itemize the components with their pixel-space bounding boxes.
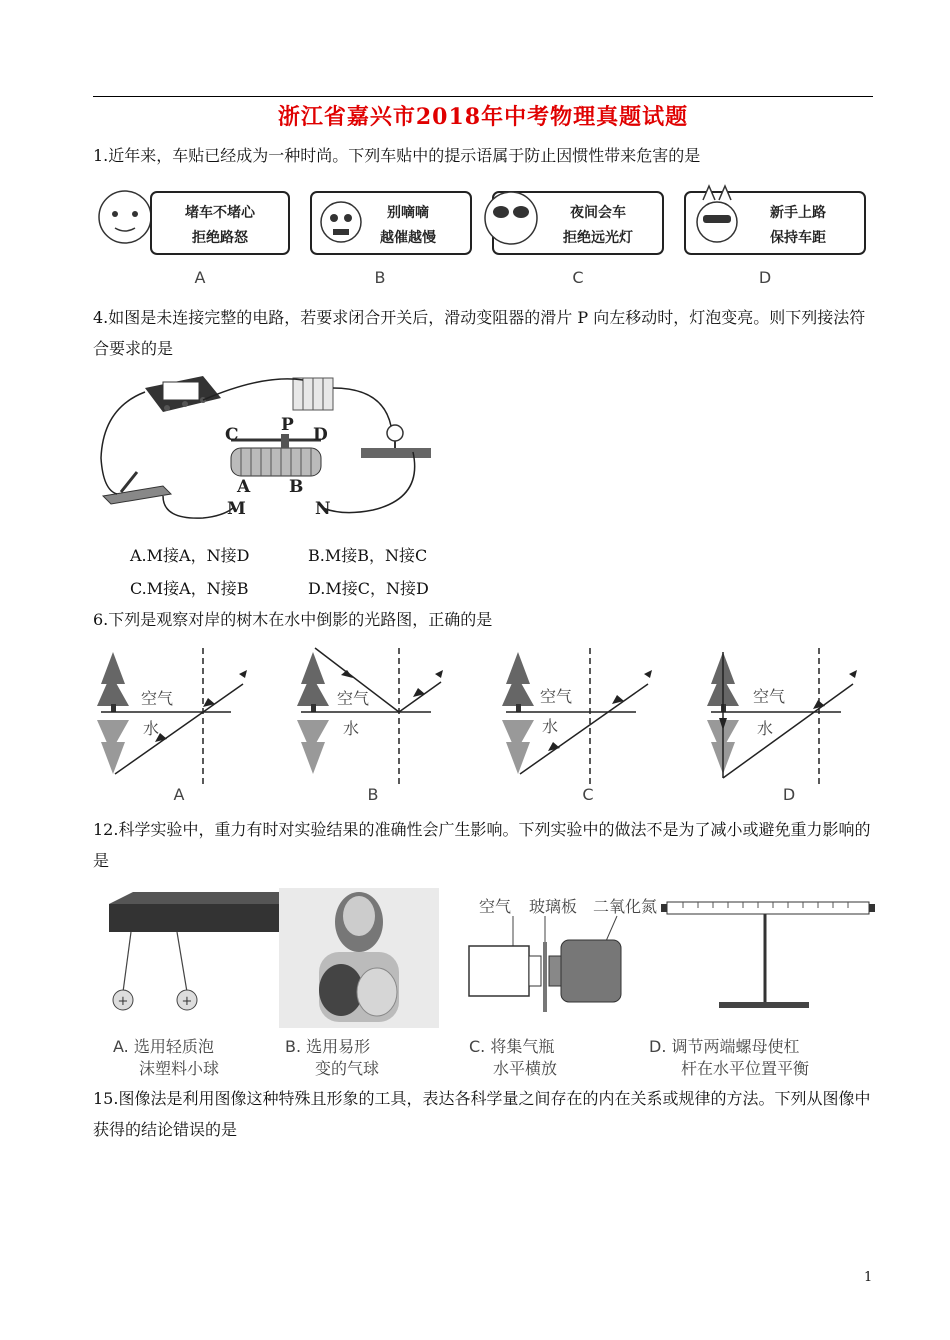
sticker-d <box>685 186 865 287</box>
air-label-d: 空气 <box>753 687 786 706</box>
page-title: 浙江省嘉兴市2018年中考物理真题试题 <box>277 104 689 130</box>
caption-c-line2: 水平横放 <box>493 1059 558 1078</box>
ray-diagram-c <box>502 648 652 804</box>
caption-b-line1: B. 选用易形 <box>285 1037 371 1056</box>
slider-p-label: P <box>281 415 294 435</box>
q4-option-c: C.M接A，N接B <box>130 579 249 598</box>
sticker-d-line2: 保持车距 <box>770 230 826 246</box>
ray-label-b: B <box>367 785 379 804</box>
wire-m-label: M <box>227 499 246 519</box>
water-label-c: 水 <box>542 717 559 736</box>
svg-text:+: + <box>181 994 193 1009</box>
sticker-b-line2: 越催越慢 <box>380 230 436 246</box>
q4-option-a: A.M接A，N接D <box>130 546 250 565</box>
question-1-figure <box>93 182 878 292</box>
experiment-b <box>279 888 439 1078</box>
sticker-a-label: A <box>194 268 206 287</box>
caption-d-line2: 杆在水平位置平衡 <box>681 1059 810 1078</box>
caption-c-line1: C. 将集气瓶 <box>469 1037 555 1056</box>
air-label-a: 空气 <box>141 689 174 708</box>
sticker-a-line2: 拒绝路怒 <box>192 230 248 246</box>
header-rule <box>93 96 873 97</box>
ray-diagram-b <box>297 648 443 804</box>
sticker-a-line1: 堵车不堵心 <box>185 205 255 221</box>
ray-diagram-a <box>97 648 247 804</box>
sticker-c <box>485 192 663 287</box>
terminal-a-label: A <box>237 477 251 497</box>
question-6-text: 6.下列是观察对岸的树木在水中倒影的光路图，正确的是 <box>93 610 493 629</box>
ray-label-a: A <box>173 785 185 804</box>
caption-b-line2: 变的气球 <box>315 1059 380 1078</box>
battery <box>293 378 333 410</box>
question-4-text: 4.如图是未连接完整的电路，若要求闭合开关后，滑动变阻器的滑片 P 向左移动时，灯泡变亮。则下列接法符合要求的是 <box>93 308 866 358</box>
question-1-text: 1.近年来，车贴已经成为一种时尚。下列车贴中的提示语属于防止因惯性带来危害的是 <box>93 146 701 165</box>
sticker-c-line1: 夜间会车 <box>570 205 626 221</box>
air-label-c: 空气 <box>540 687 573 706</box>
water-label-d: 水 <box>757 719 774 738</box>
ray-label-c: C <box>582 785 594 804</box>
q4-option-b: B.M接B，N接C <box>308 546 428 565</box>
ray-label-d: D <box>782 785 796 804</box>
experiment-d <box>649 902 875 1078</box>
sticker-a <box>99 191 289 287</box>
water-label-b: 水 <box>343 719 360 738</box>
sticker-b-label: B <box>374 268 386 287</box>
svg-text:+: + <box>117 994 129 1009</box>
air-label-b: 空气 <box>337 689 370 708</box>
ammeter <box>145 376 221 412</box>
sticker-c-label: C <box>572 268 584 287</box>
rheostat <box>231 434 321 476</box>
caption-a-line1: A. 选用轻质泡 <box>113 1037 214 1056</box>
question-6-figure <box>93 644 878 806</box>
label-air: 空气 <box>479 897 512 916</box>
water-label-a: 水 <box>143 719 160 738</box>
caption-a-line2: 沫塑料小球 <box>139 1059 220 1078</box>
terminal-b-label: B <box>289 477 304 497</box>
label-glass: 玻璃板 <box>529 897 578 916</box>
experiment-c <box>469 897 657 1078</box>
sticker-b-line1: 别嘀嘀 <box>387 205 429 221</box>
terminal-c-label: C <box>225 425 239 445</box>
question-12-figure <box>93 882 878 1082</box>
sticker-c-line2: 拒绝远光灯 <box>563 230 633 246</box>
wire-n-label: N <box>315 499 331 519</box>
question-12-text: 12.科学实验中，重力有时对实验结果的准确性会广生影响。下列实验中的做法不是为了减小或避免重力影响的是 <box>93 820 871 870</box>
question-15-text: 15.图像法是利用图像这种特殊且形象的工具，表达各科学量之间存在的内在关系或规律的方法。下列从图像中获得的结论错误的是 <box>93 1089 871 1139</box>
terminal-d-label: D <box>313 425 328 445</box>
caption-d-line1: D. 调节两端螺母使杠 <box>649 1037 800 1056</box>
q4-option-d: D.M接C，N接D <box>308 579 429 598</box>
page-number: 1 <box>864 1270 873 1285</box>
bulb <box>361 425 431 458</box>
ray-diagram-d <box>707 648 857 804</box>
sticker-d-line1: 新手上路 <box>770 205 826 221</box>
sticker-b <box>311 192 471 287</box>
question-4-circuit <box>93 368 443 528</box>
switch <box>103 472 171 504</box>
sticker-d-label: D <box>758 268 772 287</box>
label-no2: 二氧化氮 <box>593 897 658 916</box>
